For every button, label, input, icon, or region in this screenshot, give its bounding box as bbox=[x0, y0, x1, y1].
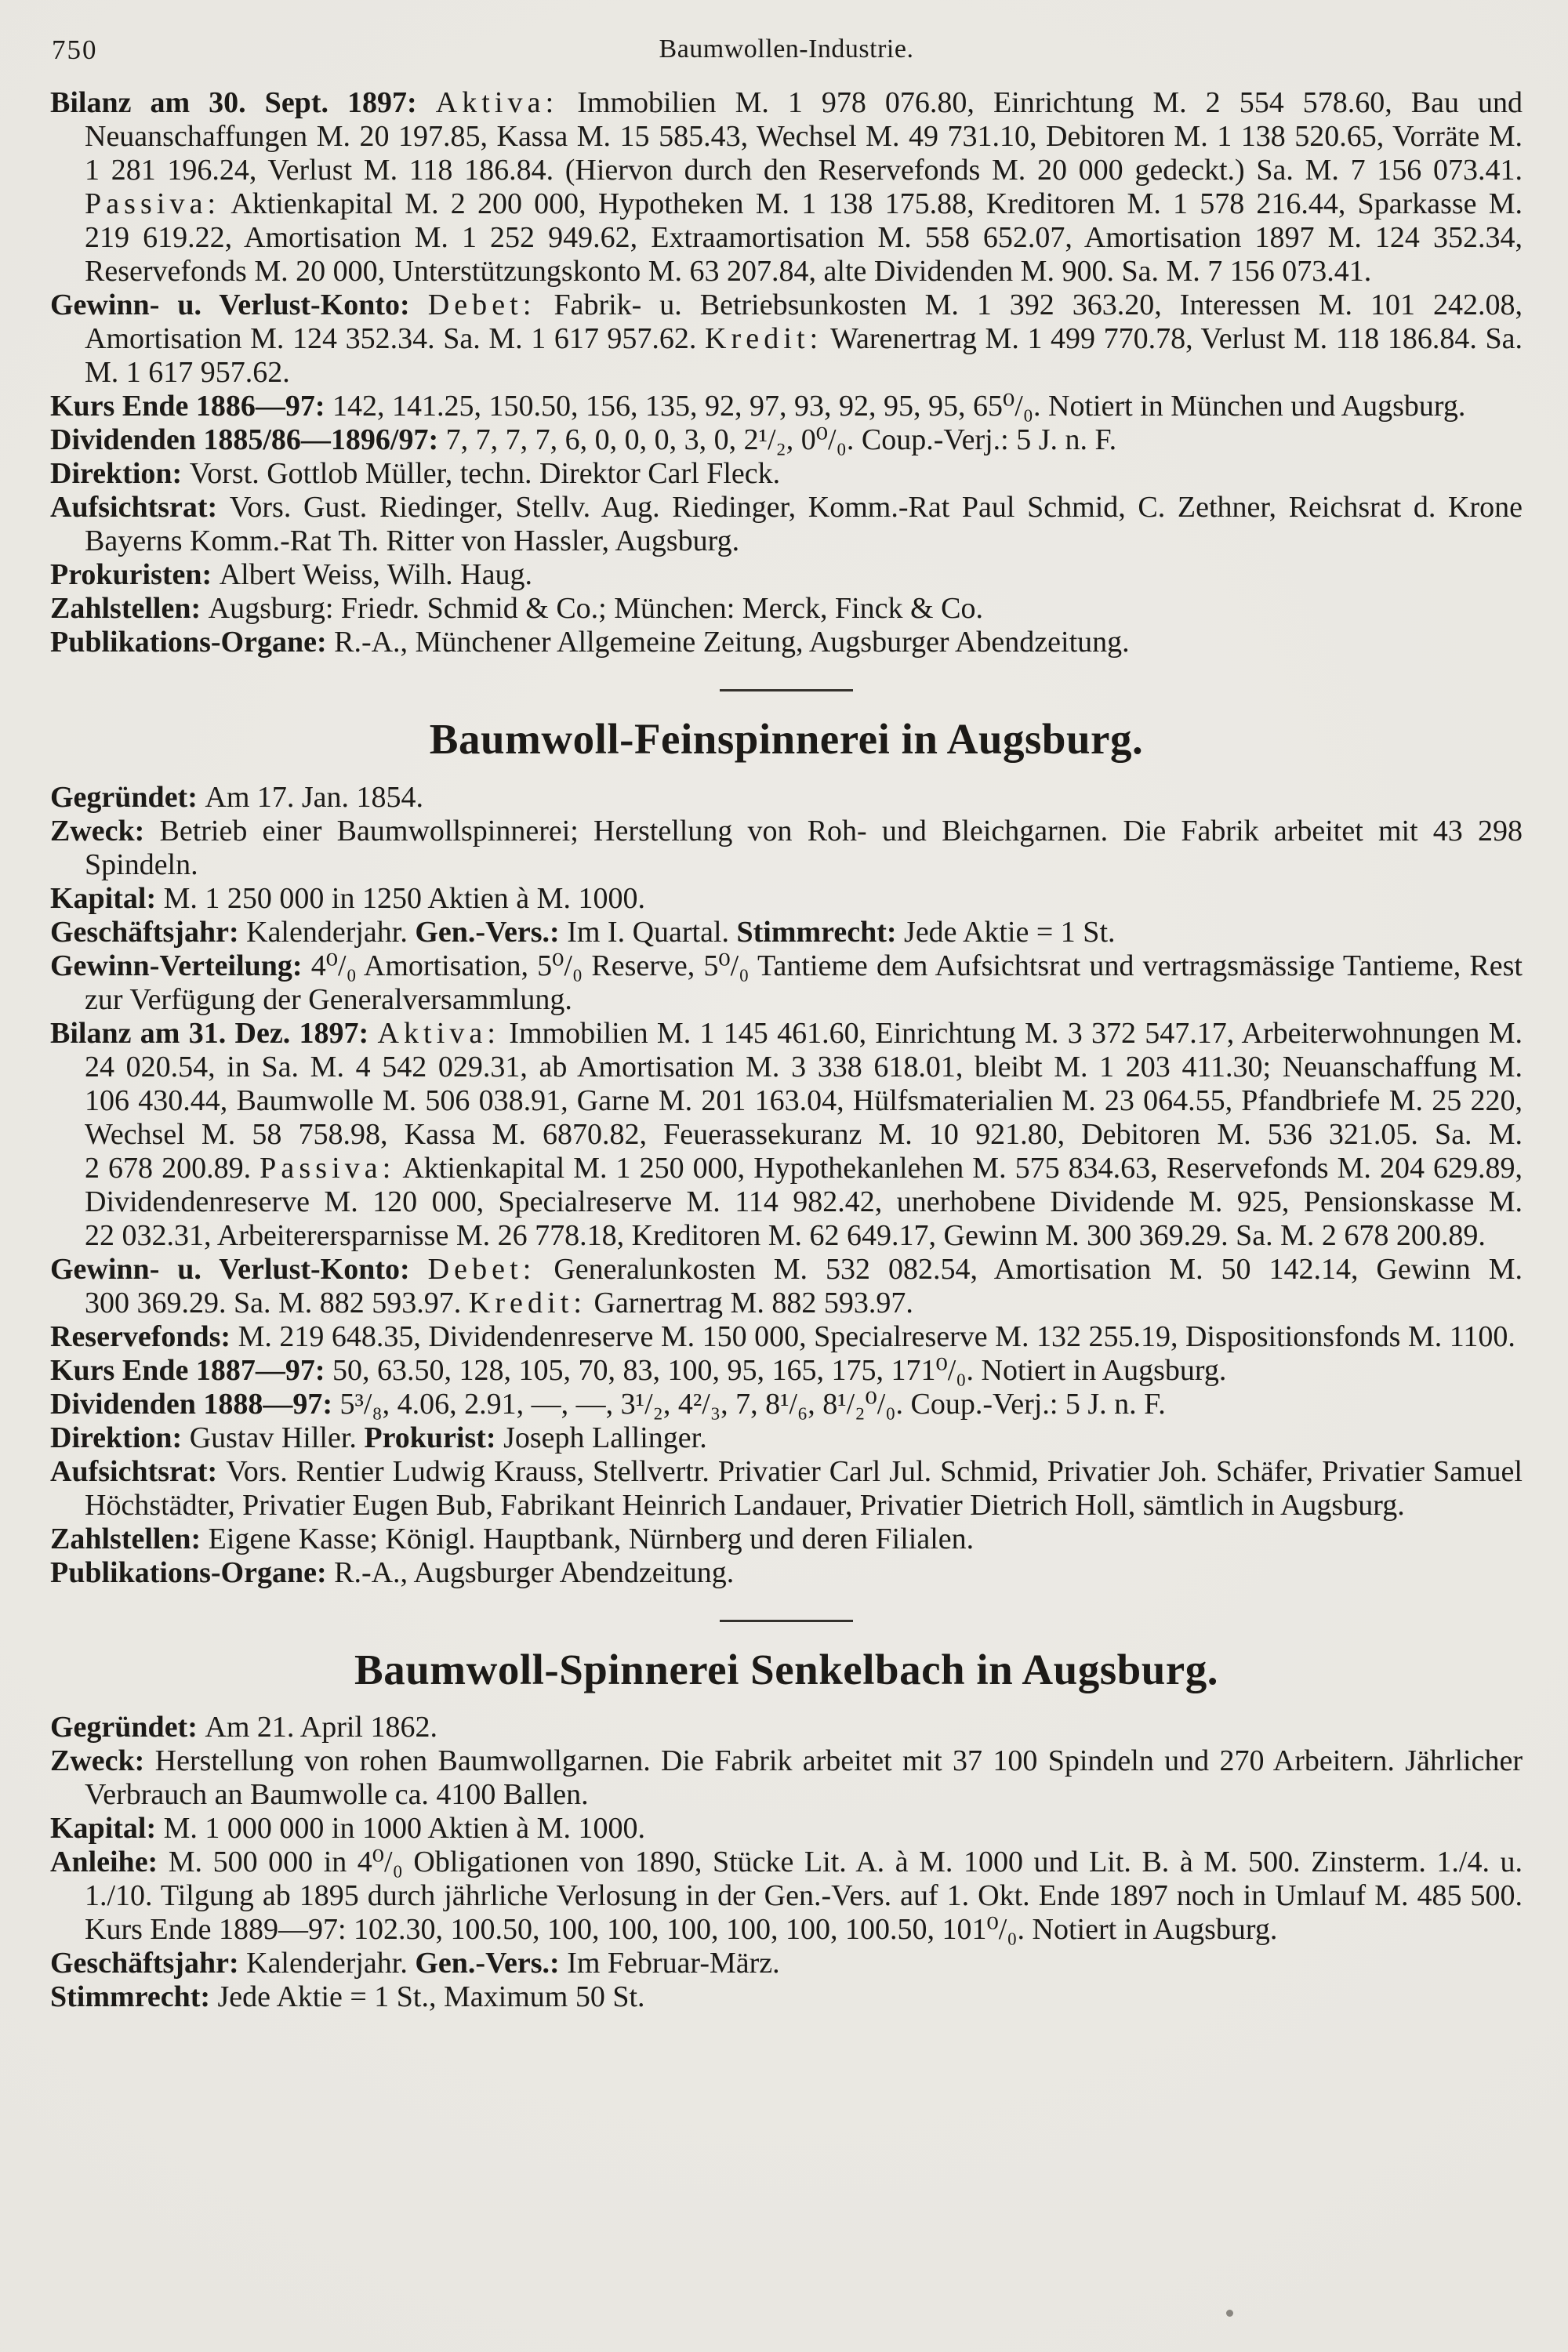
entry-paragraph bbox=[50, 1556, 1523, 1590]
page-header bbox=[50, 34, 1523, 86]
spaced-term: Passiva: bbox=[260, 1151, 396, 1185]
entry-paragraph bbox=[50, 558, 1523, 592]
entry-label: Kurs Ende 1887—97: bbox=[50, 1353, 332, 1387]
entry-text: Augsburg: Friedr. Schmid & Co.; München: Merck, Finck & Co. bbox=[208, 592, 983, 625]
entry-label: Geschäftsjahr: bbox=[50, 1947, 247, 1980]
entry-text: Vors. Gust. Riedinger, Stellv. Aug. Riedinger, Komm.-Rat Paul Schmid, C. Zethner, Reichsrat d. Krone Bayerns Komm.-Rat Th. Ritter von Hassler, Augsburg. bbox=[85, 491, 1523, 557]
entry-paragraph bbox=[50, 1846, 1523, 1947]
entry-paragraph bbox=[50, 1523, 1523, 1556]
entry-text: M. 219 648.35, Dividendenreserve M. 150 000, Specialreserve M. 132 255.19, Dispositionsfonds M. 1100. bbox=[238, 1319, 1515, 1353]
entry-label: Gewinn-Verteilung: bbox=[50, 949, 311, 982]
entry-label: Zahlstellen: bbox=[50, 1522, 209, 1555]
spaced-term: Debet: bbox=[427, 1252, 536, 1286]
entry-label: Kapital: bbox=[50, 1812, 164, 1846]
entry-label: Gegründet: bbox=[50, 1711, 205, 1744]
entry-paragraph bbox=[50, 457, 1523, 491]
entry-paragraph bbox=[50, 1744, 1523, 1812]
entry-paragraph bbox=[50, 1812, 1523, 1846]
entry-text: M. 1 000 000 in 1000 Aktien à M. 1000. bbox=[163, 1812, 645, 1846]
entry-text: Albert Weiss, Wilh. Haug. bbox=[219, 558, 532, 591]
entry-paragraph bbox=[50, 1711, 1523, 1744]
entry-label: Zahlstellen: bbox=[50, 592, 209, 625]
entry-label: Gen.-Vers.: bbox=[415, 915, 568, 949]
entry-label: Publikations-Organe: bbox=[50, 1555, 335, 1589]
entry-paragraph bbox=[50, 1455, 1523, 1523]
entry-label: Gen.-Vers.: bbox=[415, 1947, 568, 1980]
page-number: 750 bbox=[52, 34, 98, 65]
entry-paragraph bbox=[50, 1354, 1523, 1388]
section-divider bbox=[720, 689, 853, 691]
spaced-term: Debet: bbox=[427, 289, 536, 321]
spaced-term: Aktiva: bbox=[377, 1016, 500, 1050]
entry-label: Gewinn- u. Verlust-Konto: bbox=[50, 289, 428, 321]
company-heading: Baumwoll-Feinspinnerei in Augsburg. bbox=[429, 715, 1144, 763]
entry-paragraph bbox=[50, 1947, 1523, 1980]
entry-label: Aufsichtsrat: bbox=[50, 1454, 227, 1488]
entry-text: Vors. Rentier Ludwig Krauss, Stellvertr. Privatier Carl Jul. Schmid, Privatier Joh. Schäfer, Privatier Samuel Höchstädter, Privatier Eugen Bub, Fabrikant Heinrich Landauer, Privatier Dietrich Holl, sämtlich in Augsburg. bbox=[85, 1454, 1523, 1522]
entry-text: Aktienkapital M. 1 250 000, Hypothekanlehen M. 575 834.63, Reservefonds M. 204 629.89, Dividendenreserve M. 120 000, Specialreserve M. 114 982.42, unerhobene Dividende M. 925, Pensionskasse M. 22 032.31, Arbeiterersparnisse M. 26 778.18, Kreditoren M. 62 649.17, Gewinn M. 300 369.29. Sa. M. 2 678 200.89. bbox=[85, 1151, 1523, 1252]
entry-paragraph bbox=[50, 423, 1523, 457]
entry-label: Prokurist: bbox=[364, 1421, 504, 1454]
entry-label: Gegründet: bbox=[50, 780, 205, 814]
entry-label: Geschäftsjahr: bbox=[50, 915, 247, 949]
entry-text: Jede Aktie = 1 St. bbox=[904, 915, 1116, 949]
entry-text: M. 1 250 000 in 1250 Aktien à M. 1000. bbox=[163, 881, 645, 915]
entry-label: Publikations-Organe: bbox=[50, 626, 335, 659]
entry-label: Bilanz am 31. Dez. 1897: bbox=[50, 1016, 378, 1050]
entry-text: Herstellung von rohen Baumwollgarnen. Die Fabrik arbeitet mit 37 100 Spindeln und 270 Arbeitern. Jährlicher Verbrauch an Baumwolle ca. 4100 Ballen. bbox=[85, 1744, 1523, 1812]
entry-paragraph bbox=[50, 626, 1523, 659]
entry-paragraph bbox=[50, 289, 1523, 390]
entry-text: Gustav Hiller. bbox=[189, 1421, 365, 1454]
entry-label: Anleihe: bbox=[50, 1846, 169, 1879]
entry-label: Kurs Ende 1886—97: bbox=[50, 390, 332, 423]
entry-text: Aktienkapital M. 2 200 000, Hypotheken M. 1 138 175.88, Kreditoren M. 1 578 216.44, Sparkasse M. 219 619.22, Amortisation M. 1 252 949.62, Extraamortisation M. 558 652.07, Amortisation 1897 M. 124 352.34, Reservefonds M. 20 000, Unterstützungskonto M. 63 207.84, alte Dividenden M. 900. Sa. M. 7 156 073.41. bbox=[85, 187, 1523, 288]
entry-text: Warenertrag M. 1 499 770.78, Verlust M. 118 186.84. Sa. M. 1 617 957.62. bbox=[85, 322, 1523, 389]
entry-text: Kalenderjahr. bbox=[246, 1947, 416, 1980]
entry-paragraph bbox=[50, 1253, 1523, 1320]
entry-label: Zweck: bbox=[50, 814, 160, 848]
entry-text: Fabrik- u. Betriebsunkosten M. 1 392 363.20, Interessen M. 101 242.08, Amortisation M. 124 352.34. Sa. M. 1 617 957.62. bbox=[85, 289, 1523, 355]
entry-text: 5³/₈, 4.06, 2.91, —, —, 3¹/₂, 4²/₃, 7, 8¹/₆, 8¹/₂⁰/₀. Coup.-Verj.: 5 J. n. F. bbox=[339, 1387, 1166, 1421]
entry-text: R.-A., Augsburger Abendzeitung. bbox=[334, 1555, 735, 1589]
entry-label: Stimmrecht: bbox=[736, 915, 905, 949]
entry-label: Aufsichtsrat: bbox=[50, 491, 230, 524]
entry-text: 142, 141.25, 150.50, 156, 135, 92, 97, 93, 92, 95, 95, 65⁰/₀. Notiert in München und Augsburg. bbox=[332, 390, 1466, 423]
scan-speck bbox=[1226, 2310, 1233, 2317]
entry-text: Joseph Lallinger. bbox=[503, 1421, 707, 1454]
entry-paragraph bbox=[50, 1421, 1523, 1455]
entry-label: Dividenden 1885/86—1896/97: bbox=[50, 423, 446, 456]
entry-text: Betrieb einer Baumwollspinnerei; Herstellung von Roh- und Bleichgarnen. Die Fabrik arbeitet mit 43 298 Spindeln. bbox=[85, 814, 1523, 881]
entry-text: Immobilien M. 1 145 461.60, Einrichtung M. 3 372 547.17, Arbeiterwohnungen M. 24 020.54, in Sa. M. 4 542 029.31, ab Amortisation M. 3 338 618.01, bleibt M. 1 203 411.30; Neuanschaffung M. 106 430.44, Baumwolle M. 506 038.91, Garne M. 201 163.04, Hülfsmaterialien M. 23 064.55, Pfandbriefe M. 25 220, Wechsel M. 58 758.98, Kassa M. 6870.82, Feuerassekuranz M. 10 921.80, Debitoren M. 536 321.05. Sa. M. 2 678 200.89. bbox=[85, 1016, 1523, 1185]
entry-paragraph bbox=[50, 390, 1523, 423]
spaced-term: Passiva: bbox=[85, 187, 221, 220]
entry-paragraph bbox=[50, 491, 1523, 558]
entry-label: Direktion: bbox=[50, 1421, 190, 1454]
entry-text: Garnertrag M. 882 593.97. bbox=[586, 1286, 913, 1319]
entry-label: Prokuristen: bbox=[50, 558, 220, 591]
entry-label: Dividenden 1888—97: bbox=[50, 1387, 340, 1421]
entry-paragraph bbox=[50, 916, 1523, 949]
entry-paragraph bbox=[50, 815, 1523, 882]
spaced-term: Kredit: bbox=[705, 322, 823, 355]
entry-text: R.-A., Münchener Allgemeine Zeitung, Augsburger Abendzeitung. bbox=[334, 626, 1130, 659]
entry-paragraph bbox=[50, 949, 1523, 1017]
running-title: Baumwollen-Industrie. bbox=[659, 34, 914, 64]
entry-label: Kapital: bbox=[50, 881, 164, 915]
entry-label: Gewinn- u. Verlust-Konto: bbox=[50, 1252, 428, 1286]
entry-paragraph bbox=[50, 882, 1523, 916]
entry-label: Bilanz am 30. Sept. 1897: bbox=[50, 86, 436, 119]
entry-paragraph bbox=[50, 1320, 1523, 1354]
entry-text: Im Februar-März. bbox=[567, 1947, 780, 1980]
entry-text: Eigene Kasse; Königl. Hauptbank, Nürnberg und deren Filialen. bbox=[208, 1522, 975, 1555]
entry-paragraph bbox=[50, 1017, 1523, 1253]
entry-text: 4⁰/₀ Amortisation, 5⁰/₀ Reserve, 5⁰/₀ Tantieme dem Aufsichtsrat und vertragsmässige Tantieme, Rest zur Verfügung der Generalversammlung. bbox=[85, 949, 1523, 1016]
entry-text: Jede Aktie = 1 St., Maximum 50 St. bbox=[217, 1980, 645, 2014]
entry-text: Kalenderjahr. bbox=[246, 915, 416, 949]
entry-text: Im I. Quartal. bbox=[567, 915, 737, 949]
entry-text: Am 17. Jan. 1854. bbox=[205, 780, 424, 814]
entry-paragraph bbox=[50, 86, 1523, 289]
entry-paragraph bbox=[50, 1980, 1523, 2014]
entry-label: Reservefonds: bbox=[50, 1319, 238, 1353]
entry-text: Am 21. April 1862. bbox=[205, 1711, 437, 1744]
entry-paragraph bbox=[50, 781, 1523, 815]
entry-text: Vorst. Gottlob Müller, techn. Direktor Carl Fleck. bbox=[189, 457, 781, 490]
entry-text: Generalunkosten M. 532 082.54, Amortisation M. 50 142.14, Gewinn M. 300 369.29. Sa. M. 882 593.97. bbox=[85, 1252, 1523, 1319]
entry-paragraph bbox=[50, 1388, 1523, 1421]
entry-label: Direktion: bbox=[50, 457, 190, 490]
entry-text: M. 500 000 in 4⁰/₀ Obligationen von 1890, Stücke Lit. A. à M. 1000 und Lit. B. à M. 500. Zinsterm. 1./4. u. 1./10. Tilgung ab 1895 durch jährliche Verlosung in der Gen.-Vers. auf 1. Okt. Ende 1897 noch in Umlauf M. 485 500. Kurs Ende 1889—97: 102.30, 100.50, 100, 100, 100, 100, 100, 100.50, 101⁰/₀. Notiert in Augsburg. bbox=[85, 1846, 1523, 1947]
entry-text: 7, 7, 7, 7, 6, 0, 0, 0, 3, 0, 2¹/₂, 0⁰/₀. Coup.-Verj.: 5 J. n. F. bbox=[445, 423, 1117, 456]
entry-text: Immobilien M. 1 978 076.80, Einrichtung M. 2 554 578.60, Bau und Neuanschaffungen M. 20 197.85, Kassa M. 15 585.43, Wechsel M. 49 731.10, Debitoren M. 1 138 520.65, Vorräte M. 1 281 196.24, Verlust M. 118 186.84. (Hiervon durch den Reservefonds M. 20 000 gedeckt.) Sa. M. 7 156 073.41. bbox=[85, 86, 1523, 187]
entry-label: Stimmrecht: bbox=[50, 1980, 218, 2014]
entry-text: 50, 63.50, 128, 105, 70, 83, 100, 95, 165, 175, 171⁰/₀. Notiert in Augsburg. bbox=[332, 1353, 1227, 1387]
company-heading: Baumwoll-Spinnerei Senkelbach in Augsburg. bbox=[354, 1645, 1218, 1693]
spaced-term: Kredit: bbox=[468, 1286, 586, 1319]
entry-paragraph bbox=[50, 592, 1523, 626]
entry-label: Zweck: bbox=[50, 1744, 155, 1778]
spaced-term: Aktiva: bbox=[435, 86, 559, 119]
entries bbox=[50, 86, 1523, 2014]
section-divider bbox=[720, 1620, 853, 1622]
